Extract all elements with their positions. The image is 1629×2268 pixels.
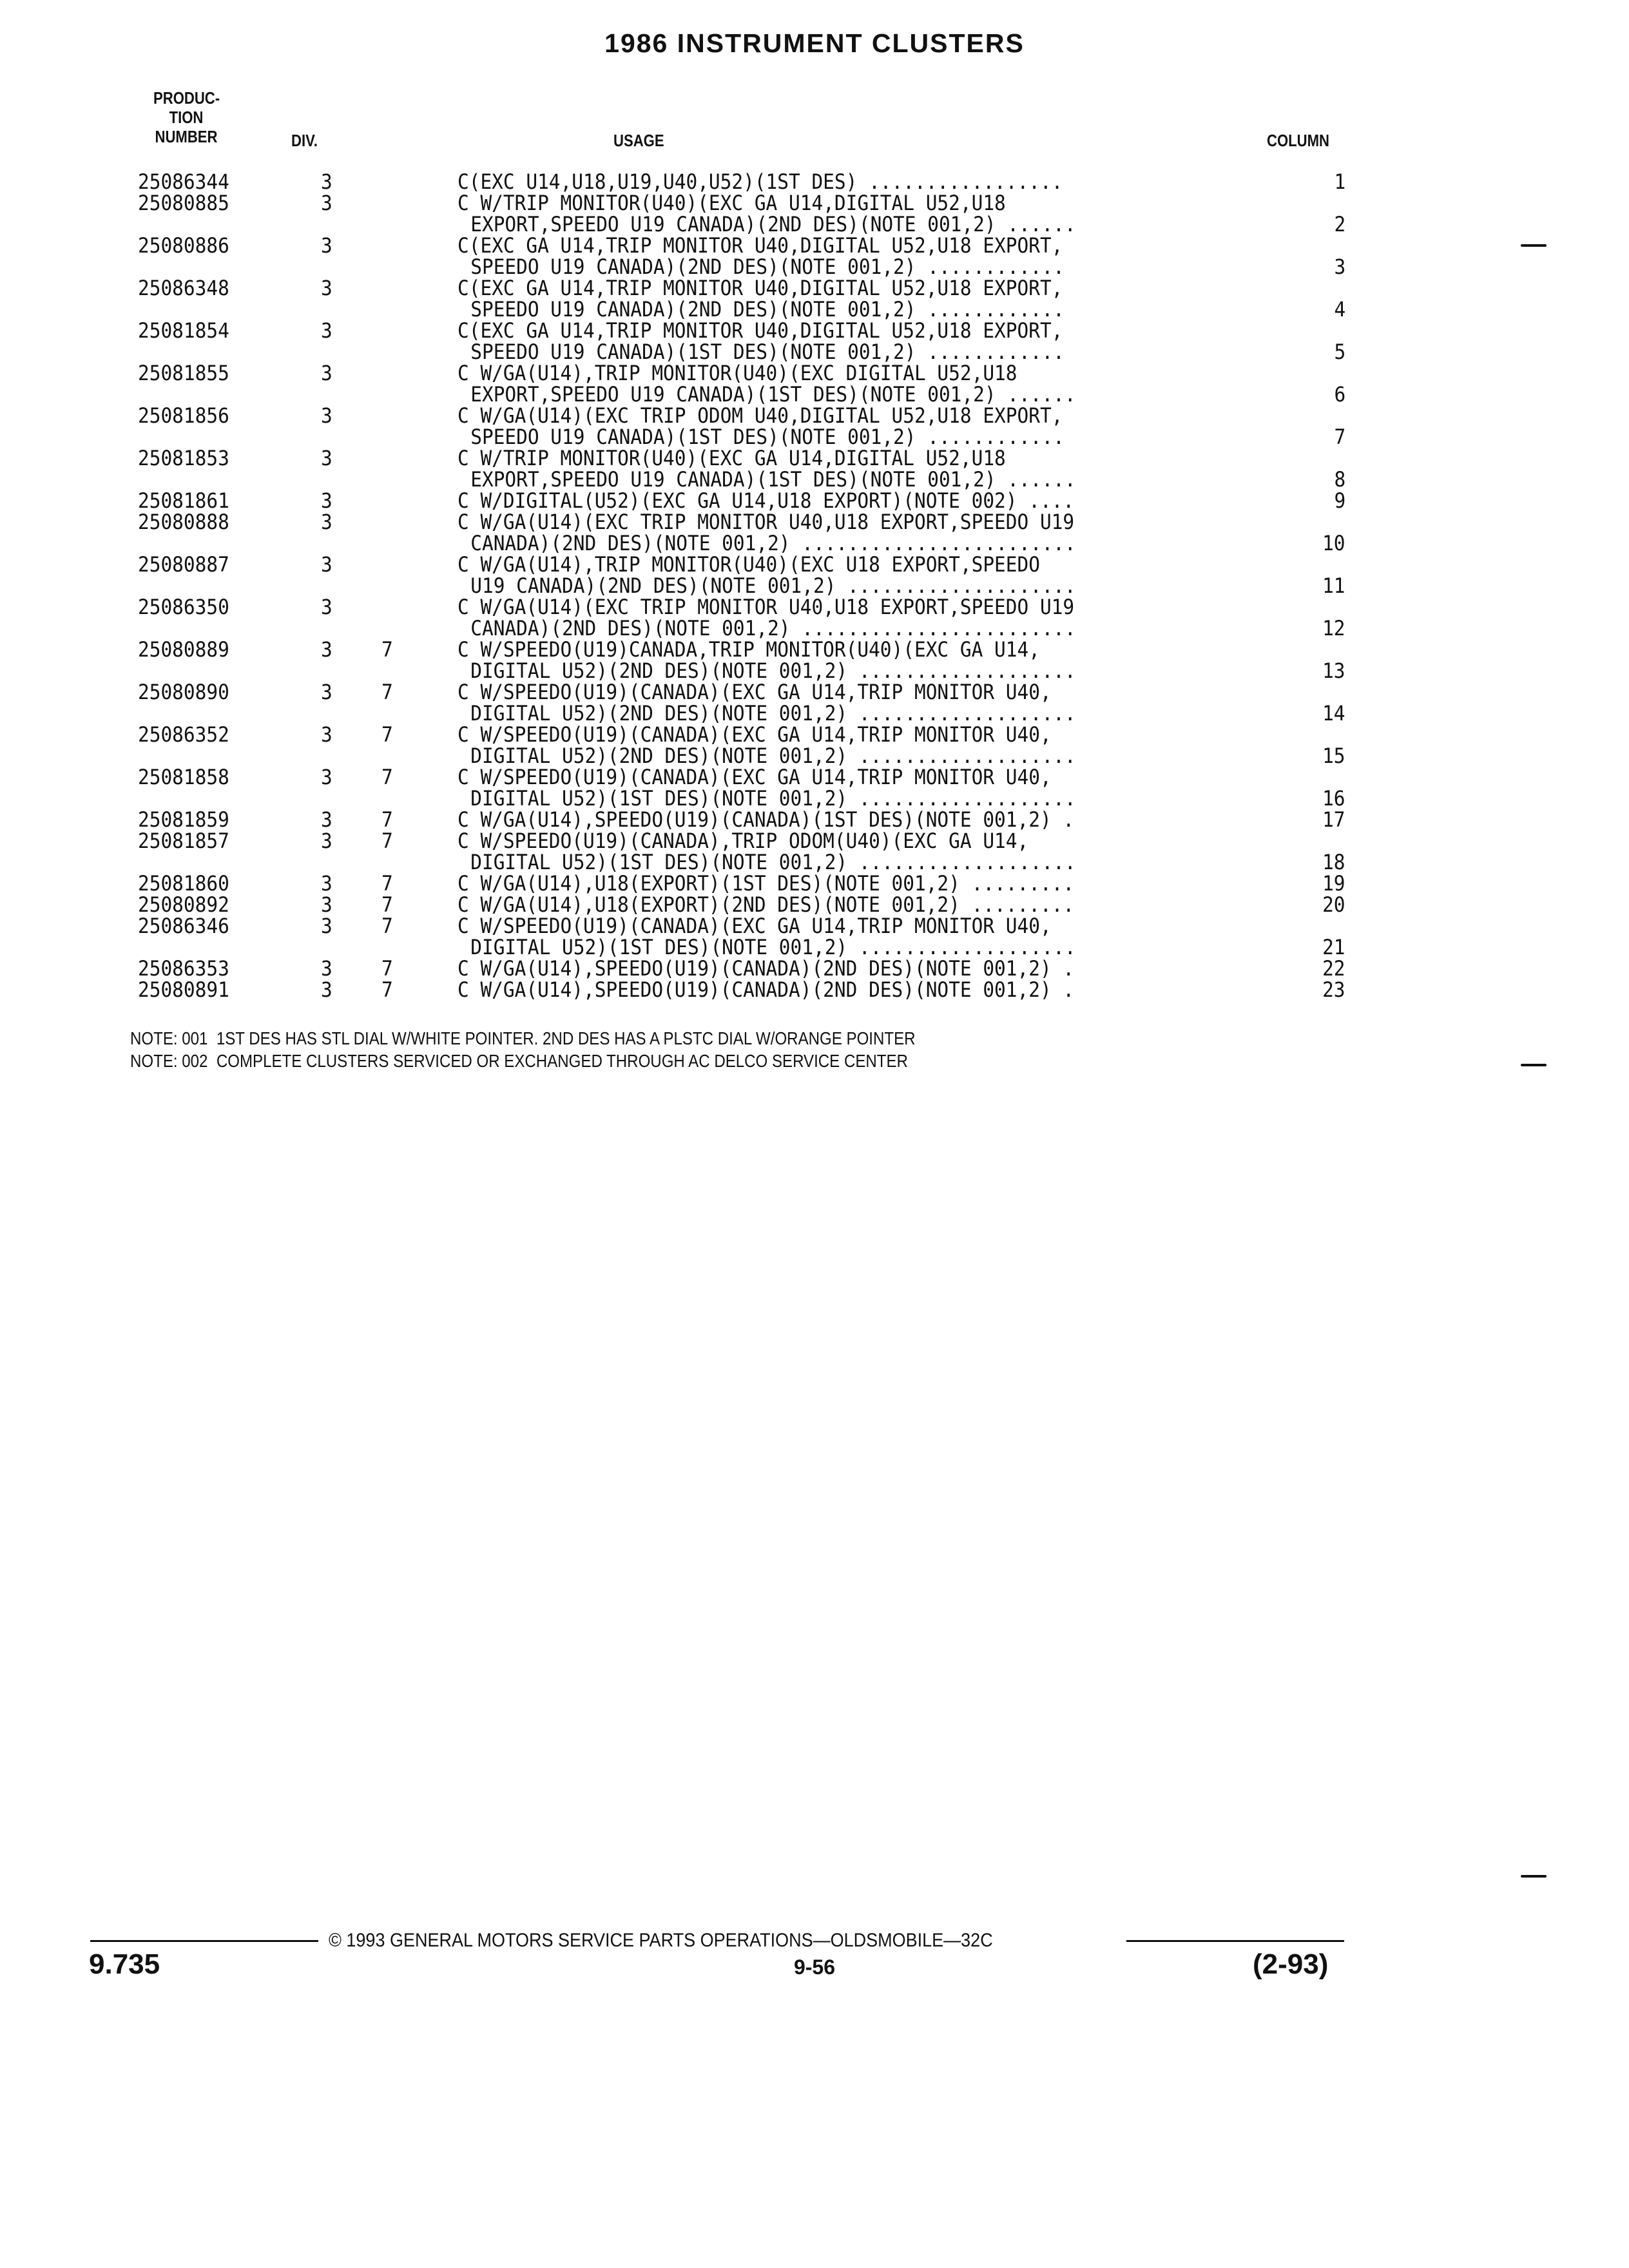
usage-line: C W/TRIP MONITOR(U40)(EXC GA U14,DIGITAL U52,U18	[458, 193, 1006, 214]
column-number: 5	[1334, 340, 1345, 364]
production-number: 25081854	[138, 318, 229, 343]
table-row	[0, 405, 1629, 448]
division: 3	[321, 914, 333, 938]
production-number: 25081858	[138, 765, 229, 789]
usage-line: DIGITAL U52)(1ST DES)(NOTE 001,2) ...................	[470, 852, 1076, 873]
usage-line: SPEEDO U19 CANADA)(1ST DES)(NOTE 001,2) ............	[470, 341, 1065, 363]
parts-table	[0, 171, 1629, 1001]
usage-description	[458, 512, 1295, 554]
production-number: 25086352	[138, 722, 229, 747]
column-number: 2	[1334, 212, 1345, 236]
usage-line: C W/GA(U14),SPEEDO(U19)(CANADA)(2ND DES)(NOTE 001,2) .	[458, 979, 1075, 1001]
production-number: 25080889	[138, 637, 229, 662]
production-number: 25086346	[138, 914, 229, 938]
usage-description	[458, 809, 1295, 831]
usage-line: SPEEDO U19 CANADA)(1ST DES)(NOTE 001,2) ............	[470, 427, 1065, 448]
division: 3	[321, 361, 333, 385]
usage-description	[458, 405, 1295, 448]
production-number: 25081856	[138, 403, 229, 428]
production-number: 25086353	[138, 956, 229, 981]
column-number: 4	[1334, 297, 1345, 322]
column-number: 19	[1322, 871, 1345, 896]
column-number: 16	[1322, 786, 1345, 811]
production-number: 25086350	[138, 595, 229, 619]
usage-description	[458, 979, 1295, 1001]
usage-line: C W/SPEEDO(U19)(CANADA),TRIP ODOM(U40)(EXC GA U14,	[458, 831, 1029, 852]
column-number: 13	[1322, 658, 1345, 683]
division: 3	[321, 637, 333, 662]
production-header-line1: PRODUC-	[153, 88, 220, 108]
usage-line: C W/GA(U14),SPEEDO(U19)(CANADA)(2ND DES)(NOTE 001,2) .	[458, 958, 1075, 979]
column-number: 14	[1322, 701, 1345, 726]
usage-description	[458, 682, 1295, 724]
production-number-header	[153, 88, 219, 146]
usage-description	[458, 639, 1295, 682]
usage-line: C W/SPEEDO(U19)(CANADA)(EXC GA U14,TRIP MONITOR U40,	[458, 682, 1052, 703]
usage-line: DIGITAL U52)(2ND DES)(NOTE 001,2) ...................	[470, 703, 1076, 724]
usage-line: C(EXC GA U14,TRIP MONITOR U40,DIGITAL U52,U18 EXPORT,	[458, 235, 1063, 256]
division: 3	[321, 765, 333, 789]
column-number: 22	[1322, 956, 1345, 981]
production-number: 25081855	[138, 361, 229, 385]
column-number: 18	[1322, 850, 1345, 874]
margin-tick-mark	[1521, 244, 1547, 247]
production-number: 25080890	[138, 680, 229, 704]
usage-line: CANADA)(2ND DES)(NOTE 001,2) ........................	[470, 533, 1076, 554]
table-row	[0, 193, 1629, 235]
division: 3	[321, 977, 333, 1002]
usage-description	[458, 171, 1295, 193]
column-number: 17	[1322, 807, 1345, 832]
division: 3	[321, 892, 333, 917]
column-number: 15	[1322, 744, 1345, 768]
revision-date: (2-93)	[1253, 1948, 1329, 1980]
division-secondary: 7	[381, 680, 393, 704]
production-header-line2: TION	[169, 108, 204, 127]
table-row	[0, 554, 1629, 597]
usage-line: C W/GA(U14)(EXC TRIP MONITOR U40,U18 EXPORT,SPEEDO U19	[458, 597, 1075, 618]
usage-description	[458, 193, 1295, 235]
division-secondary: 7	[381, 807, 393, 832]
table-row	[0, 490, 1629, 512]
usage-description	[458, 320, 1295, 363]
column-number: 9	[1334, 488, 1345, 513]
table-row	[0, 278, 1629, 320]
usage-line: C W/SPEEDO(U19)(CANADA)(EXC GA U14,TRIP MONITOR U40,	[458, 916, 1052, 937]
division-secondary: 7	[381, 956, 393, 981]
table-row	[0, 363, 1629, 405]
note-002: NOTE: 002 COMPLETE CLUSTERS SERVICED OR EXCHANGED THROUGH AC DELCO SERVICE CENTER	[130, 1051, 908, 1071]
usage-description	[458, 724, 1295, 767]
table-row	[0, 767, 1629, 809]
table-row	[0, 171, 1629, 193]
usage-line: DIGITAL U52)(2ND DES)(NOTE 001,2) ...................	[470, 745, 1076, 767]
column-header: COLUMN	[1267, 131, 1329, 150]
table-row	[0, 979, 1629, 1001]
division: 3	[321, 871, 333, 896]
table-row	[0, 682, 1629, 724]
table-row	[0, 916, 1629, 958]
usage-line: EXPORT,SPEEDO U19 CANADA)(1ST DES)(NOTE 001,2) ......	[470, 384, 1076, 405]
division-secondary: 7	[381, 892, 393, 917]
division: 3	[321, 446, 333, 470]
notes-section	[130, 1027, 1043, 1072]
usage-line: C W/GA(U14),U18(EXPORT)(2ND DES)(NOTE 001,2) .........	[458, 894, 1075, 916]
table-row	[0, 724, 1629, 767]
margin-tick-mark	[1521, 1875, 1547, 1878]
usage-line: SPEEDO U19 CANADA)(2ND DES)(NOTE 001,2) ............	[470, 256, 1065, 278]
usage-line: EXPORT,SPEEDO U19 CANADA)(2ND DES)(NOTE 001,2) ......	[470, 214, 1076, 235]
usage-line: C W/SPEEDO(U19)(CANADA)(EXC GA U14,TRIP MONITOR U40,	[458, 724, 1052, 745]
division: 3	[321, 403, 333, 428]
column-number: 7	[1334, 425, 1345, 449]
table-row	[0, 512, 1629, 554]
div-header: DIV.	[291, 131, 318, 150]
copyright-notice: © 1993 GENERAL MOTORS SERVICE PARTS OPERATIONS—OLDSMOBILE—32C	[329, 1930, 993, 1951]
column-number: 20	[1322, 892, 1345, 917]
division: 3	[321, 233, 333, 258]
division-secondary: 7	[381, 722, 393, 747]
division-secondary: 7	[381, 914, 393, 938]
table-row	[0, 639, 1629, 682]
usage-header: USAGE	[613, 131, 664, 150]
page-title: 1986 INSTRUMENT CLUSTERS	[604, 28, 1025, 58]
usage-line: C W/DIGITAL(U52)(EXC GA U14,U18 EXPORT)(NOTE 002) ....	[458, 490, 1075, 512]
usage-line: C W/SPEEDO(U19)CANADA,TRIP MONITOR(U40)(EXC GA U14,	[458, 639, 1040, 660]
division: 3	[321, 956, 333, 981]
usage-line: C W/SPEEDO(U19)(CANADA)(EXC GA U14,TRIP MONITOR U40,	[458, 767, 1052, 788]
table-row	[0, 873, 1629, 894]
usage-line: C(EXC U14,U18,U19,U40,U52)(1ST DES) .................	[458, 171, 1063, 193]
column-number: 12	[1322, 616, 1345, 640]
division: 3	[321, 191, 333, 215]
usage-line: C W/GA(U14),U18(EXPORT)(1ST DES)(NOTE 001,2) .........	[458, 873, 1075, 894]
column-number: 10	[1322, 531, 1345, 555]
table-row	[0, 597, 1629, 639]
page-number: 9-56	[793, 1956, 836, 1979]
usage-line: C W/GA(U14)(EXC TRIP MONITOR U40,U18 EXPORT,SPEEDO U19	[458, 512, 1075, 533]
usage-line: DIGITAL U52)(2ND DES)(NOTE 001,2) ...................	[470, 660, 1076, 682]
usage-line: C(EXC GA U14,TRIP MONITOR U40,DIGITAL U52,U18 EXPORT,	[458, 278, 1063, 299]
production-number: 25080892	[138, 892, 229, 917]
usage-line: C W/GA(U14)(EXC TRIP ODOM U40,DIGITAL U52,U18 EXPORT,	[458, 405, 1063, 427]
usage-description	[458, 554, 1295, 597]
usage-line: SPEEDO U19 CANADA)(2ND DES)(NOTE 001,2) ............	[470, 299, 1065, 320]
division: 3	[321, 829, 333, 853]
production-number: 25081861	[138, 488, 229, 513]
note-001: NOTE: 001 1ST DES HAS STL DIAL W/WHITE POINTER. 2ND DES HAS A PLSTC DIAL W/ORANGE POINTER	[130, 1028, 916, 1048]
production-number: 25080891	[138, 977, 229, 1002]
column-number: 3	[1334, 255, 1345, 279]
usage-line: C(EXC GA U14,TRIP MONITOR U40,DIGITAL U52,U18 EXPORT,	[458, 320, 1063, 341]
table-row	[0, 831, 1629, 873]
footer-rule-left	[90, 1940, 318, 1942]
division-secondary: 7	[381, 765, 393, 789]
division-secondary: 7	[381, 637, 393, 662]
usage-line: U19 CANADA)(2ND DES)(NOTE 001,2) ....................	[470, 575, 1076, 597]
division: 3	[321, 807, 333, 832]
footer-rule-right	[1126, 1940, 1344, 1942]
division: 3	[321, 318, 333, 343]
division: 3	[321, 510, 333, 534]
usage-description	[458, 597, 1295, 639]
table-row	[0, 809, 1629, 831]
column-number: 1	[1334, 169, 1345, 194]
division: 3	[321, 595, 333, 619]
usage-line: C W/GA(U14),TRIP MONITOR(U40)(EXC DIGITAL U52,U18	[458, 363, 1017, 384]
division: 3	[321, 276, 333, 300]
usage-description	[458, 278, 1295, 320]
usage-line: C W/GA(U14),TRIP MONITOR(U40)(EXC U18 EXPORT,SPEEDO	[458, 554, 1040, 575]
production-number: 25086344	[138, 169, 229, 194]
division: 3	[321, 552, 333, 577]
production-number: 25080885	[138, 191, 229, 215]
division-secondary: 7	[381, 977, 393, 1002]
table-row	[0, 958, 1629, 979]
usage-description	[458, 873, 1295, 894]
table-row	[0, 235, 1629, 278]
division-secondary: 7	[381, 829, 393, 853]
production-header-line3: NUMBER	[155, 127, 218, 146]
column-number: 11	[1322, 573, 1345, 598]
column-number: 8	[1334, 467, 1345, 492]
margin-tick-mark	[1521, 1064, 1547, 1066]
table-row	[0, 448, 1629, 490]
production-number: 25080887	[138, 552, 229, 577]
column-number: 23	[1322, 977, 1345, 1002]
column-number: 6	[1334, 382, 1345, 407]
division-secondary: 7	[381, 871, 393, 896]
usage-line: DIGITAL U52)(1ST DES)(NOTE 001,2) ...................	[470, 788, 1076, 809]
production-number: 25081860	[138, 871, 229, 896]
usage-line: CANADA)(2ND DES)(NOTE 001,2) ........................	[470, 618, 1076, 639]
usage-description	[458, 894, 1295, 916]
usage-description	[458, 831, 1295, 873]
usage-line: C W/GA(U14),SPEEDO(U19)(CANADA)(1ST DES)(NOTE 001,2) .	[458, 809, 1075, 831]
division: 3	[321, 169, 333, 194]
usage-description	[458, 363, 1295, 405]
production-number: 25081859	[138, 807, 229, 832]
usage-description	[458, 490, 1295, 512]
column-number: 21	[1322, 935, 1345, 959]
production-number: 25080888	[138, 510, 229, 534]
table-row	[0, 894, 1629, 916]
usage-line: C W/TRIP MONITOR(U40)(EXC GA U14,DIGITAL U52,U18	[458, 448, 1006, 469]
production-number: 25086348	[138, 276, 229, 300]
production-number: 25081857	[138, 829, 229, 853]
usage-description	[458, 767, 1295, 809]
production-number: 25081853	[138, 446, 229, 470]
usage-description	[458, 235, 1295, 278]
division: 3	[321, 722, 333, 747]
production-number: 25080886	[138, 233, 229, 258]
usage-description	[458, 958, 1295, 979]
table-row	[0, 320, 1629, 363]
usage-line: EXPORT,SPEEDO U19 CANADA)(1ST DES)(NOTE 001,2) ......	[470, 469, 1076, 490]
usage-line: DIGITAL U52)(1ST DES)(NOTE 001,2) ...................	[470, 937, 1076, 958]
section-number: 9.735	[89, 1948, 160, 1980]
usage-description	[458, 448, 1295, 490]
division: 3	[321, 488, 333, 513]
usage-description	[458, 916, 1295, 958]
division: 3	[321, 680, 333, 704]
